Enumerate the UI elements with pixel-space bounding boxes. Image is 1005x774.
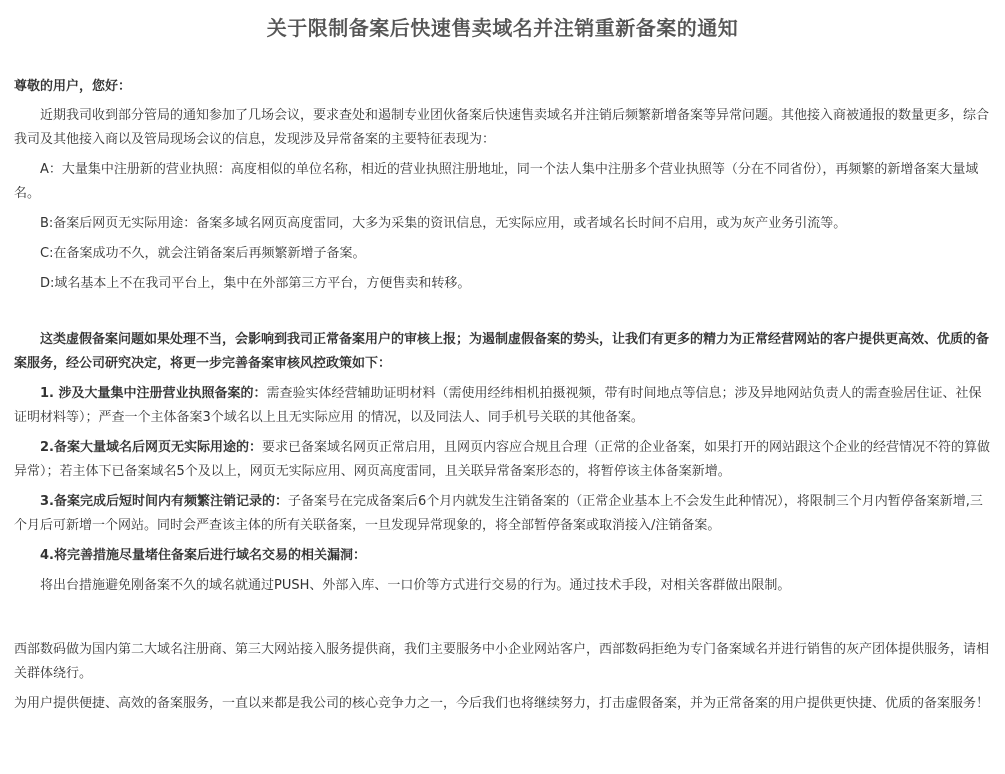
- page-title: 关于限制备案后快速售卖域名并注销重新备案的通知: [266, 16, 739, 40]
- policy-3-body: 子备案号在完成备案后6个月内就发生注销备案的（正常企业基本上不会发生此种情况），将限制三个月内暂停备案新增,三个月后可新增一个网站。同时会严查该主体的所有关联备案，一旦发现异常现象的，将全部暂停备案或取消接入/注销备案。: [14, 494, 983, 533]
- feature-d: D:域名基本上不在我司平台上，集中在外部第三方平台，方便售卖和转移。: [40, 276, 471, 291]
- feature-a: A：大量集中注册新的营业执照：高度相似的单位名称，相近的营业执照注册地址，同一个法人集中注册多个营业执照等（分在不同省份），再频繁的新增备案大量域名。: [14, 162, 979, 201]
- policy-1-body: 需查验实体经营辅助证明材料（需使用经纬相机拍摄视频，带有时间地点等信息；涉及异地网站负责人的需查验居住证、社保证明材料等）；严查一个主体备案3个域名以上且无实际应用 的情况，以及同法人、同手机号关联的其他备案。: [14, 386, 982, 425]
- policy-4: [14, 544, 991, 568]
- feature-c: C:在备案成功不久，就会注销备案后再频繁新增子备案。: [40, 246, 366, 261]
- closing-paragraph-1: 西部数码做为国内第二大域名注册商、第三大网站接入服务提供商，我们主要服务中小企业网站客户，西部数码拒绝为专门备案域名并进行销售的灰产团体提供服务，请相关群体绕行。: [14, 642, 990, 681]
- policy-1: [14, 382, 991, 430]
- policy-3: [14, 490, 991, 538]
- policy-1-heading: 1. 涉及大量集中注册营业执照备案的：: [40, 386, 267, 401]
- closing-paragraph-2: 为用户提供便捷、高效的备案服务，一直以来都是我公司的核心竞争力之一，今后我们也将继续努力，打击虚假备案，并为正常备案的用户提供更快捷、优质的备案服务！: [14, 696, 990, 711]
- policy-2: [14, 436, 991, 484]
- policy-4-heading: 4.将完善措施尽量堵住备案后进行域名交易的相关漏洞：: [40, 548, 366, 563]
- intro-paragraph: 近期我司收到部分管局的通知参加了几场会议，要求查处和遏制专业团伙备案后快速售卖域名并注销后频繁新增备案等异常问题。其他接入商被通报的数量更多，综合我司及其他接入商以及管局现场会议的信息，发现涉及异常备案的主要特征表现为：: [14, 108, 990, 147]
- policy-2-heading: 2.备案大量域名后网页无实际用途的：: [40, 440, 262, 455]
- greeting: 尊敬的用户，您好：: [14, 79, 132, 94]
- policy-4-body: 将出台措施避免刚备案不久的域名就通过PUSH、外部入库、一口价等方式进行交易的行为。通过技术手段，对相关客群做出限制。: [40, 578, 791, 593]
- policy-statement: 这类虚假备案问题如果处理不当，会影响到我司正常备案用户的审核上报；为遏制虚假备案的势头，让我们有更多的精力为正常经营网站的客户提供更高效、优质的备案服务，经公司研究决定，将更一步完善备案审核风控政策如下：: [14, 332, 990, 371]
- policy-3-heading: 3.备案完成后短时间内有频繁注销记录的：: [40, 494, 288, 509]
- feature-b: B:备案后网页无实际用途：备案多域名网页高度雷同，大多为采集的资讯信息，无实际应用，或者域名长时间不启用，或为灰产业务引流等。: [40, 216, 847, 231]
- policy-2-body: 要求已备案域名网页正常启用，且网页内容应合规且合理（正常的企业备案，如果打开的网站跟这个企业的经营情况不符的算做异常）；若主体下已备案域名5个及以上，网页无实际应用、网页高度雷同，且关联异常备案形态的，将暂停该主体备案新增。: [14, 440, 990, 479]
